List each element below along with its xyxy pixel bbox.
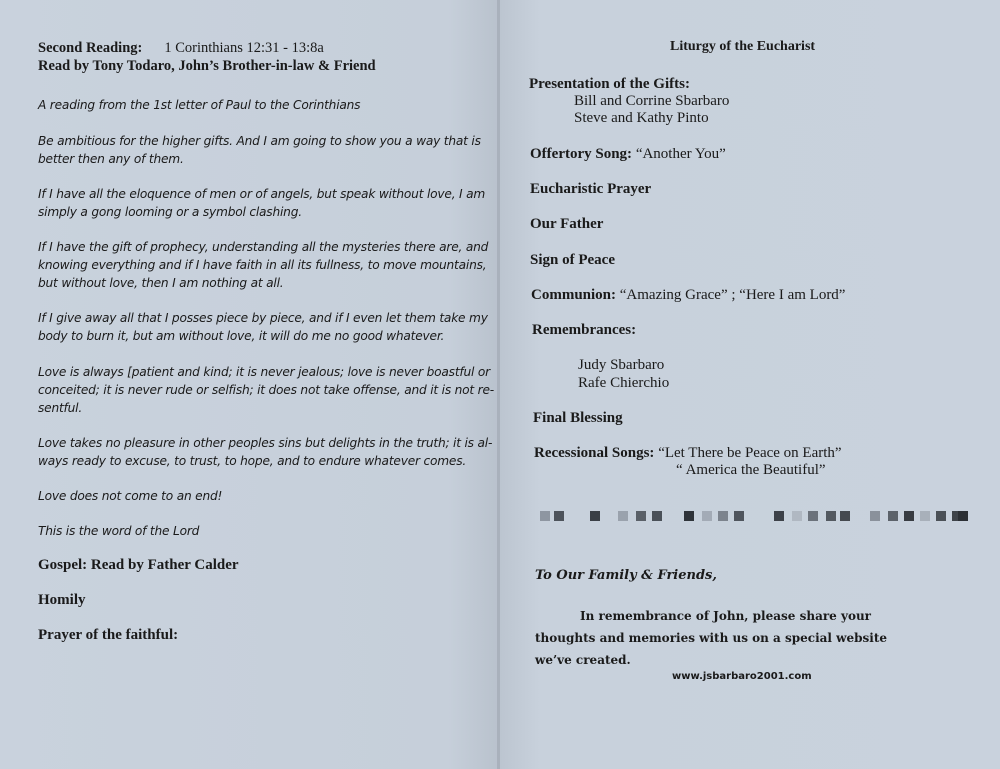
recessional-song-1: “Let There be Peace on Earth” [658, 445, 842, 461]
reading-p8: This is the word of the Lord [38, 524, 200, 538]
final-blessing: Final Blessing [533, 410, 623, 426]
offertory-label: Offertory Song: [530, 146, 633, 162]
reading-p5-line1: Love is always [patient and kind; it is never jealous; love is never boastful or [38, 365, 490, 379]
message-line2: thoughts and memories with us on a special website [535, 631, 887, 645]
communion-songs: “Amazing Grace” ; “Here I am Lord” [619, 287, 846, 303]
reading-p1-line2: better then any of them. [38, 152, 184, 166]
divider-square [888, 511, 898, 521]
divider-square [840, 511, 850, 521]
reading-p2-line1: If I have all the eloquence of men or of angels, but speak without love, I am [38, 187, 486, 201]
reader-line: Read by Tony Todaro, John’s Brother-in-law & Friend [38, 58, 376, 74]
prayer-heading: Prayer of the faithful: [38, 627, 179, 643]
divider-square [590, 511, 600, 521]
reading-p5-line3: sentful. [38, 401, 83, 415]
reading-p6-line1: Love takes no pleasure in other peoples sins but delights in the truth; it is al- [38, 436, 493, 450]
gospel-heading: Gospel: Read by Father Calder [38, 557, 239, 573]
divider-square [920, 511, 930, 521]
second-reading-label: Second Reading: [38, 40, 143, 56]
reading-p7: Love does not come to an end! [38, 489, 223, 503]
divider-square [652, 511, 662, 521]
recessional-song-2: “ America the Beautiful” [676, 462, 826, 478]
divider-square [702, 511, 712, 521]
recessional-line [534, 445, 842, 462]
divider-square [904, 511, 914, 521]
reading-p2-line2: simply a gong looming or a symbol clashing. [38, 205, 302, 219]
divider-square [936, 511, 946, 521]
communion-label: Communion: [531, 287, 617, 303]
divider-square [540, 511, 550, 521]
presenters-line2: Steve and Kathy Pinto [574, 110, 709, 126]
our-father: Our Father [530, 216, 604, 232]
page-fold [497, 0, 500, 769]
reading-intro: A reading from the 1st letter of Paul to the Corinthians [38, 98, 361, 112]
to-friends-heading: To Our Family & Friends, [535, 568, 717, 583]
reading-p5-line2: conceited; it is never rude or selfish; it does not take offense, and it is not re- [38, 383, 494, 397]
divider-square [684, 511, 694, 521]
second-reading-reference: 1 Corinthians 12:31 - 13:8a [164, 40, 324, 56]
square-divider [540, 508, 970, 524]
divider-square [734, 511, 744, 521]
divider-square [774, 511, 784, 521]
offertory-song: “Another You” [635, 146, 726, 162]
reading-p3-line2: knowing everything and if I have faith in all its fullness, to move mountains, [38, 258, 487, 272]
reading-p3-line1: If I have the gift of prophecy, understanding all the mysteries there are, and [38, 240, 489, 254]
communion-line [531, 287, 845, 304]
divider-square [636, 511, 646, 521]
divider-square [792, 511, 802, 521]
second-reading-heading [38, 40, 324, 57]
remembrance-1: Judy Sbarbaro [578, 357, 665, 373]
reading-p6-line2: ways ready to excuse, to trust, to hope, and to endure whatever comes. [38, 454, 467, 468]
remembrance-2: Rafe Chierchio [578, 375, 670, 391]
remembrances-heading: Remembrances: [532, 322, 637, 338]
divider-square [618, 511, 628, 521]
reading-p4-line2: body to burn it, but am without love, it will do me no good whatever. [38, 329, 445, 343]
divider-square [808, 511, 818, 521]
divider-square [870, 511, 880, 521]
divider-square [826, 511, 836, 521]
message-line3: we’ve created. [535, 653, 631, 667]
message-line1: In remembrance of John, please share your [580, 609, 872, 623]
website-url: www.jsbarbaro2001.com [672, 671, 812, 682]
reading-p4-line1: If I give away all that I posses piece by piece, and if I even let them take my [38, 311, 488, 325]
reading-p1-line1: Be ambitious for the higher gifts. And I am going to show you a way that is [38, 134, 481, 148]
divider-square [958, 511, 968, 521]
offertory-line [530, 146, 726, 163]
sign-of-peace: Sign of Peace [530, 252, 615, 268]
divider-square [554, 511, 564, 521]
presenters-line1: Bill and Corrine Sbarbaro [574, 93, 730, 109]
recessional-label: Recessional Songs: [534, 445, 655, 461]
eucharistic-prayer: Eucharistic Prayer [530, 181, 652, 197]
homily-heading: Homily [38, 592, 86, 608]
reading-p3-line3: but without love, then I am nothing at all. [38, 276, 284, 290]
liturgy-title: Liturgy of the Eucharist [670, 39, 816, 54]
presentation-heading: Presentation of the Gifts: [529, 76, 690, 92]
divider-square [718, 511, 728, 521]
